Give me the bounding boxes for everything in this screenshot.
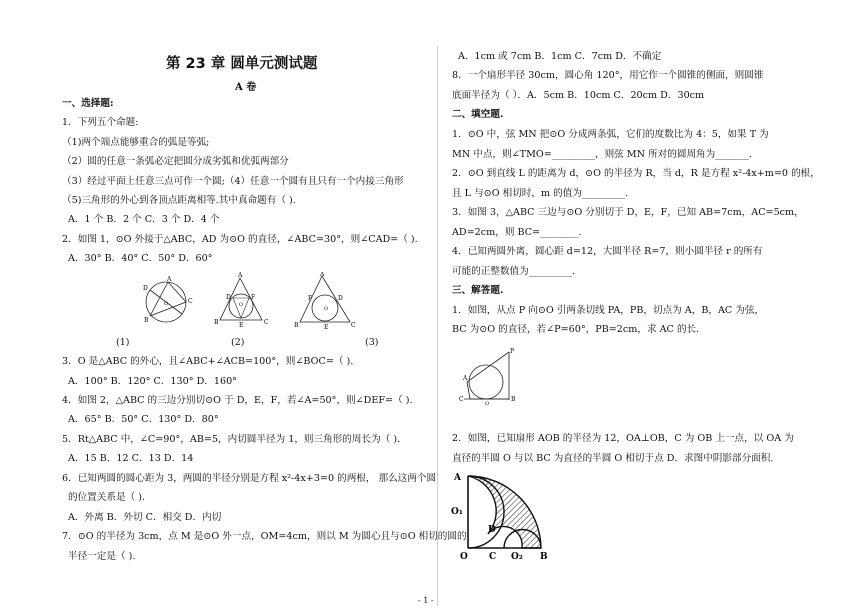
figure-caption-3: (3) xyxy=(365,337,379,348)
fig4-label: A xyxy=(463,375,468,382)
column-divider xyxy=(437,46,438,606)
answer-options: A．65° B．50° C．130° D．80° xyxy=(68,414,219,425)
question-text: BC 为⊙O 的直径，若∠P=60°，PB=2cm，求 AC 的长. xyxy=(452,324,700,335)
fig3-label: B xyxy=(294,322,299,329)
figure-3 xyxy=(294,272,356,331)
figure-1-2-3 xyxy=(140,272,360,332)
fig2-label: D xyxy=(226,294,231,301)
fig3-label: F xyxy=(308,295,313,302)
page-subtitle: A 卷 xyxy=(235,82,257,93)
fig3-label: A xyxy=(320,272,325,278)
fig3-label: C xyxy=(351,322,356,329)
question-text: 5．Rt△ABC 中，∠C=90°，AB=5，内切圆半径为 1，则三角形的周长为（ ). xyxy=(62,434,401,445)
fig1-label: A xyxy=(167,276,172,283)
fig1-label: B xyxy=(144,317,149,324)
question-text: 的位置关系是（ ). xyxy=(68,492,145,503)
answer-options: A．30° B．40° C．50° D．60° xyxy=(68,253,213,264)
figure-caption-1: (1) xyxy=(116,337,130,348)
fig2-label: O xyxy=(239,302,244,308)
question-text: 2．如图，已知扇形 AOB 的半径为 12，OA⊥OB，C 为 OB 上一点，以 OA 为 xyxy=(452,433,794,444)
fig4-label: P xyxy=(510,348,515,355)
fig2-label: E xyxy=(239,322,244,329)
question-text: 底面半径为（ ）．A．5cm B．10cm C．20cm D．30cm xyxy=(452,90,705,101)
question-text: 直径的半圆 O 与以 BC 为直径的半圆 O 相切于点 D．求图中阴影部分面积. xyxy=(452,453,774,464)
question-text: （2）圆的任意一条弧必定把圆分成劣弧和优弧两部分 xyxy=(62,156,289,167)
fig5-label: D xyxy=(488,525,496,535)
answer-options: A．15 B．12 C．13 D．14 xyxy=(68,453,194,464)
question-text: 7．⊙O 的半径为 3cm，点 M 是⊙O 外一点，OM=4cm，则以 M 为圆心且与⊙O 相切的圆的 xyxy=(62,531,467,542)
fig1-label: O xyxy=(164,301,169,307)
question-text: 6．已知两圆的圆心距为 3，两圆的半径分别是方程 x²-4x+3=0 的两根， 那么这两个圆 xyxy=(62,473,437,484)
fig5-label: O xyxy=(460,552,468,560)
fig2-label: B xyxy=(214,319,219,326)
question-text: 3．如图 3，△ABC 三边与⊙O 分别切于 D，E，F，已知 AB=7cm，AC=5cm， xyxy=(452,207,804,218)
fig5-label: B xyxy=(540,552,548,560)
fig1-label: C xyxy=(188,298,193,305)
page-number: - 1 - xyxy=(418,596,434,605)
fig2-label: F xyxy=(251,294,256,301)
question-text: 2．如图 1，⊙O 外接于△ABC，AD 为⊙O 的直径，∠ABC=30°，则∠CAD=（ ). xyxy=(62,234,418,245)
fig2-label: A xyxy=(238,272,243,279)
question-text: 8．一个扇形半径 30cm，圆心角 120°，用它作一个圆锥的侧面，则圆锥 xyxy=(452,70,764,81)
fig5-label: O₁ xyxy=(451,507,463,517)
question-text: 3．O 是△ABC 的外心，且∠ABC+∠ACB=100°，则∠BOC=（ ). xyxy=(62,356,354,367)
question-text: （1)两个端点能够重合的弧是等弧; xyxy=(62,137,210,148)
fig4-label: B xyxy=(511,396,516,403)
question-text: 且 L 与⊙O 相切时，m 的值为_________. xyxy=(452,188,629,199)
question-text: MN 中点，则∠TMO=_________，则弦 MN 所对的圆周角为_______. xyxy=(452,149,752,160)
fig3-label: D xyxy=(338,295,343,302)
section-heading: 二、填空题. xyxy=(452,109,504,120)
section-heading: 一、选择题: xyxy=(62,98,114,109)
figure-tangent xyxy=(452,344,532,412)
figure-2 xyxy=(214,272,269,329)
question-text: 2．⊙O 到直线 L 的距离为 d，⊙O 的半径为 R，当 d，R 是方程 x²-4x+m=0 的根， xyxy=(452,168,820,179)
fig4-label: O xyxy=(485,401,490,407)
question-text: 4．如图 2，△ABC 的三边分别切⊙O 于 D，E，F，若∠A=50°，则∠DEF=（ ). xyxy=(62,395,413,406)
page-title: 第 23 章 圆单元测试题 xyxy=(166,56,318,72)
fig2-label: C xyxy=(264,319,269,326)
question-text: 1．⊙O 中，弦 MN 把⊙O 分成两条弧，它们的度数比为 4：5，如果 T 为 xyxy=(452,129,769,140)
fig5-label: O₂ xyxy=(511,552,523,560)
answer-options: A．外离 B．外切 C．相交 D．内切 xyxy=(68,512,222,523)
question-text: AD=2cm，则 BC=________. xyxy=(452,227,582,238)
question-text: 4．已知两圆外离，圆心距 d=12，大圆半径 R=7，则小圆半径 r 的所有 xyxy=(452,246,763,257)
fig4-label: C xyxy=(459,396,464,403)
section-heading: 三、解答题. xyxy=(452,285,504,296)
figure-sector xyxy=(448,466,558,560)
answer-options: A．100° B．120° C．130° D．160° xyxy=(68,376,237,387)
fig3-label: E xyxy=(324,324,329,331)
fig5-label: A xyxy=(454,473,461,483)
answer-options: A．1cm 或 7cm B．1cm C．7cm D．不确定 xyxy=(458,51,662,62)
question-text: 1．如图，从点 P 向⊙O 引两条切线 PA，PB，切点为 A，B，AC 为弦， xyxy=(452,305,765,316)
question-text: 1．下列五个命题: xyxy=(62,117,139,128)
figure-caption-2: (2) xyxy=(231,337,245,348)
fig1-label: D xyxy=(143,285,148,292)
question-text: （5)三角形的外心到各顶点距离相等.其中真命题有（ ). xyxy=(62,195,296,206)
question-text: 可能的正整数值为_________. xyxy=(452,266,575,277)
question-text: 半径一定是（ ). xyxy=(68,551,136,562)
fig3-label: O xyxy=(324,306,329,312)
answer-options: A．1 个 B．2 个 C．3 个 D．4 个 xyxy=(68,214,220,225)
fig5-label: C xyxy=(489,552,497,560)
question-text: （3）经过平面上任意三点可作一个圆;（4）任意一个圆有且只有一个内接三角形 xyxy=(62,176,404,187)
figure-1 xyxy=(143,276,193,324)
